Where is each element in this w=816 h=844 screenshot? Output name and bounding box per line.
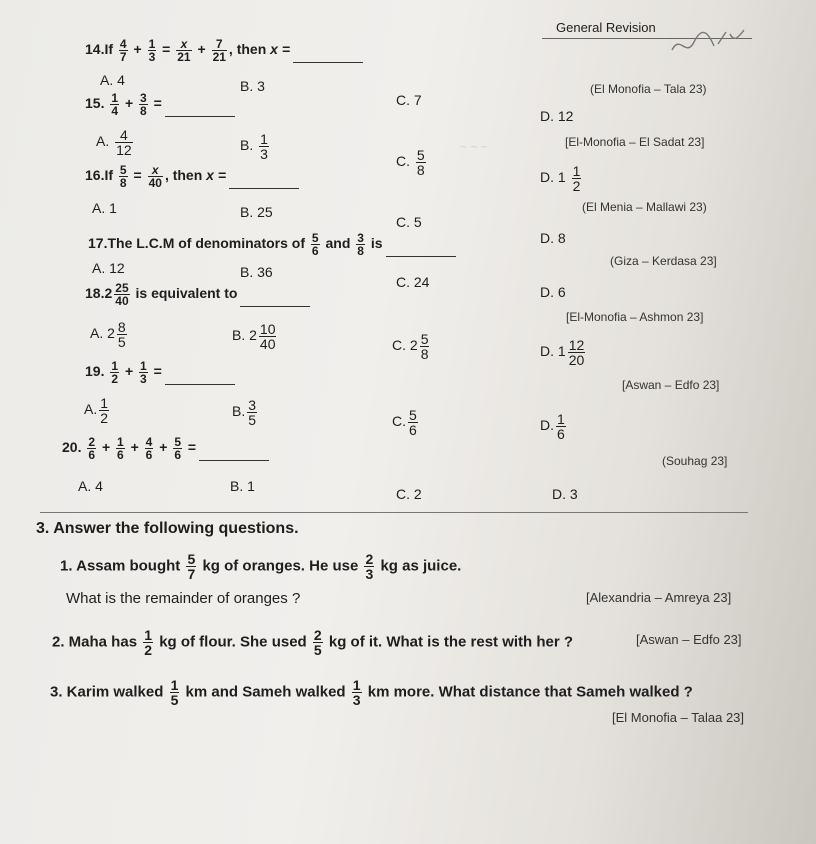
- q-num: 14.: [85, 41, 105, 58]
- question-source: (Giza – Kerdasa 23]: [610, 254, 717, 268]
- question-source: [El-Monofia – El Sadat 23]: [565, 135, 705, 149]
- fraction: $\frac{25}{40}$: [115, 281, 129, 308]
- fraction: $\frac{3}{8}$: [140, 91, 147, 118]
- option-b: B. $\frac{3}{5}$: [232, 397, 257, 428]
- option-b: B. 3: [240, 78, 265, 94]
- question-17: 17.The L.C.M of denominators of $\frac{5}{6}$ and $\frac{3}{8}$ is: [88, 232, 456, 257]
- fraction: $\frac{1}{3}$: [148, 37, 156, 64]
- option-d: D. 1 $\frac{1}{2}$: [540, 163, 581, 194]
- question-source: [Aswan – Edfo 23]: [622, 378, 720, 392]
- option-c: C. $\frac{5}{6}$: [392, 407, 417, 438]
- fraction: $\frac{x}{21}$: [177, 37, 191, 64]
- pen-scribble: [668, 24, 748, 64]
- word-question-3: 3. Karim walked $\frac{1}{5}$ km and Sameh walked $\frac{1}{3}$ km more. What distance that Sameh walked ?: [50, 677, 693, 708]
- option-a: A. $\frac{1}{2}$: [84, 395, 109, 426]
- option-a: A. 12: [92, 260, 125, 276]
- question-16: 16.If $\frac{5}{8}$ = $\frac{x}{40}$ , then x =: [85, 164, 299, 189]
- question-source: (El Monofia – Tala 23): [590, 82, 707, 96]
- answer-blank: [165, 104, 235, 117]
- question-18: 18.2 $\frac{25}{40}$ is equivalent to: [85, 282, 310, 307]
- answer-blank: [229, 176, 299, 189]
- header-title: General Revision: [556, 20, 656, 35]
- question-source: [El-Monofia – Ashmon 23]: [566, 310, 704, 324]
- question-source: [Aswan – Edfo 23]: [636, 632, 742, 647]
- option-a: A. 2 $\frac{8}{5}$: [90, 319, 126, 350]
- fraction: $\frac{7}{21}$: [212, 37, 226, 64]
- option-b: B. 25: [240, 204, 273, 220]
- option-a: A. 4: [78, 478, 103, 494]
- fraction: $\frac{1}{2}$: [111, 359, 119, 386]
- word-question-1-line2: What is the remainder of oranges ?: [66, 590, 301, 607]
- fraction: $\frac{5}{8}$: [119, 163, 127, 190]
- question-20: 20. $\frac{2}{6}$ + $\frac{1}{6}$ + $\frac{4}{6}$ + $\frac{5}{6}$ =: [62, 436, 269, 461]
- question-14: 14.If $\frac{4}{7}$ + $\frac{1}{3}$ = $\frac{x}{21}$ + $\frac{7}{21}$ , then x =: [85, 38, 363, 63]
- question-15: 15. $\frac{1}{4}$ + $\frac{3}{8}$ =: [85, 92, 235, 117]
- option-d: D. $\frac{1}{6}$: [540, 411, 565, 442]
- answer-blank: [386, 244, 456, 257]
- fraction: $\frac{5}{6}$: [311, 231, 319, 258]
- word-question-2: 2. Maha has $\frac{1}{2}$ kg of flour. She used $\frac{2}{5}$ kg of it. What is the rest with her ?: [52, 627, 574, 658]
- fraction: $\frac{4}{6}$: [145, 435, 153, 462]
- fraction: $\frac{x}{40}$: [148, 163, 162, 190]
- question-source: (El Menia – Mallawi 23): [582, 200, 707, 214]
- fraction: $\frac{2}{6}$: [88, 435, 96, 462]
- option-d: D. 6: [540, 284, 566, 300]
- question-source: [Alexandria – Amreya 23]: [586, 590, 732, 605]
- fraction: $\frac{1}{4}$: [111, 91, 119, 118]
- answer-blank: [240, 294, 310, 307]
- q-if: If: [104, 41, 114, 58]
- option-c: C. 7: [396, 92, 422, 108]
- option-b: B. 1: [230, 478, 255, 494]
- answer-blank: [293, 50, 363, 63]
- fraction: $\frac{4}{7}$: [119, 37, 127, 64]
- option-c: C. $\frac{5}{8}$: [396, 147, 425, 178]
- option-c: C. 24: [396, 274, 430, 290]
- fraction: $\frac{1}{3}$: [140, 359, 147, 386]
- option-a: A. 1: [92, 200, 117, 216]
- question-source: (Souhag 23]: [662, 454, 728, 468]
- option-c: C. 5: [396, 214, 422, 230]
- word-question-1: 1. Assam bought $\frac{5}{7}$ kg of oranges. He use $\frac{2}{3}$ kg as juice.: [60, 551, 462, 582]
- option-d: D. 8: [540, 230, 566, 246]
- fraction: $\frac{3}{8}$: [357, 231, 364, 258]
- option-d: D. 12: [540, 108, 574, 124]
- option-b: B. $\frac{1}{3}$: [240, 131, 268, 162]
- option-b: B. 2 $\frac{10}{40}$: [232, 321, 276, 352]
- option-d: D. 3: [552, 486, 578, 502]
- option-a: A. $\frac{4}{12}$: [96, 127, 132, 158]
- answer-blank: [165, 372, 235, 385]
- option-d: D. 1 $\frac{12}{20}$: [540, 337, 585, 368]
- section-divider: [40, 512, 748, 513]
- option-a: A. 4: [100, 72, 125, 88]
- question-19: 19. $\frac{1}{2}$ + $\frac{1}{3}$ =: [85, 360, 235, 385]
- fraction: $\frac{5}{6}$: [174, 435, 182, 462]
- answer-blank: [199, 448, 269, 461]
- fraction: $\frac{1}{6}$: [117, 435, 124, 462]
- bleed-through-text: ~ ~ ~: [460, 140, 488, 154]
- section-title: 3. Answer the following questions.: [36, 520, 299, 537]
- question-source: [El Monofia – Talaa 23]: [612, 710, 745, 725]
- option-c: C. 2: [396, 486, 422, 502]
- option-c: C. 2 $\frac{5}{8}$: [392, 331, 429, 362]
- option-b: B. 36: [240, 264, 273, 280]
- bleed-through-text: [540, 530, 740, 730]
